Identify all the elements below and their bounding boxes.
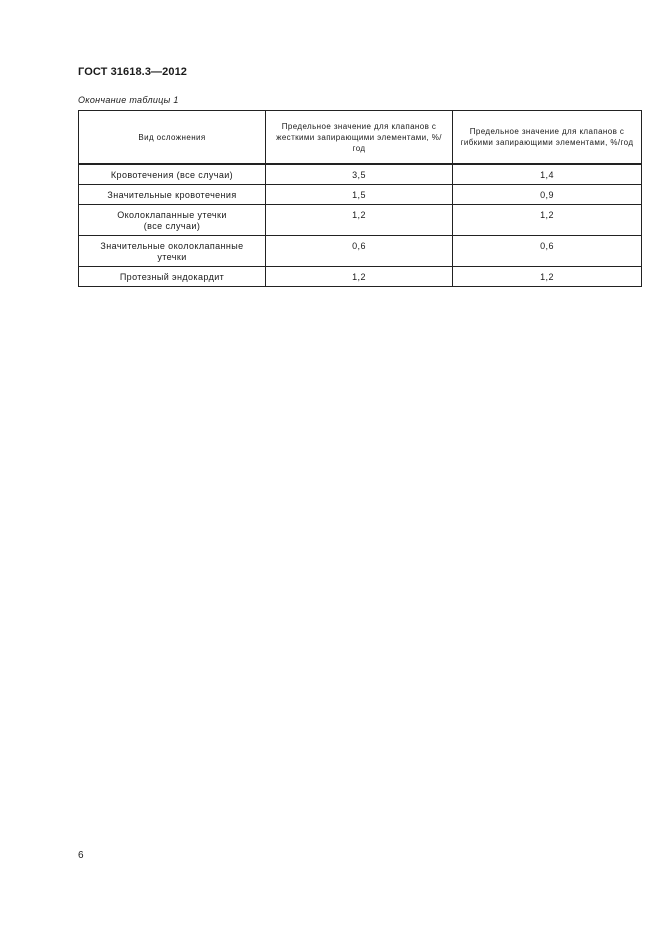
cell-rigid-value: 1,5 — [266, 185, 453, 205]
column-header-flexible-valves: Предельное значение для клапанов с гибкими запирающими элементами, %/год — [453, 111, 642, 165]
cell-rigid-value: 1,2 — [266, 205, 453, 236]
column-header-rigid-valves: Предельное значение для клапанов с жесткими запирающими элементами, %/год — [266, 111, 453, 165]
table-row — [79, 185, 642, 205]
page-number: 6 — [78, 850, 84, 861]
cell-complication-type: Значительные кровотечения — [79, 185, 266, 205]
cell-flexible-value: 1,4 — [453, 164, 642, 185]
table-head — [79, 111, 642, 165]
table-row — [79, 205, 642, 236]
table-header-row — [79, 111, 642, 165]
table-row — [79, 164, 642, 185]
cell-flexible-value: 1,2 — [453, 205, 642, 236]
table-caption: Окончание таблицы 1 — [78, 95, 179, 105]
cell-rigid-value: 0,6 — [266, 236, 453, 267]
table-row — [79, 236, 642, 267]
table-row — [79, 267, 642, 287]
cell-complication-type: Протезный эндокардит — [79, 267, 266, 287]
cell-complication-type: Значительные околоклапанные утечки — [79, 236, 266, 267]
cell-flexible-value: 1,2 — [453, 267, 642, 287]
cell-flexible-value: 0,9 — [453, 185, 642, 205]
document-header: ГОСТ 31618.3—2012 — [78, 66, 188, 78]
cell-complication-type: Околоклапанные утечки (все случаи) — [79, 205, 266, 236]
table-body — [79, 164, 642, 287]
complications-table — [78, 110, 642, 287]
column-header-complication-type: Вид осложнения — [79, 111, 266, 165]
cell-complication-type: Кровотечения (все случаи) — [79, 164, 266, 185]
cell-rigid-value: 3,5 — [266, 164, 453, 185]
cell-rigid-value: 1,2 — [266, 267, 453, 287]
cell-flexible-value: 0,6 — [453, 236, 642, 267]
